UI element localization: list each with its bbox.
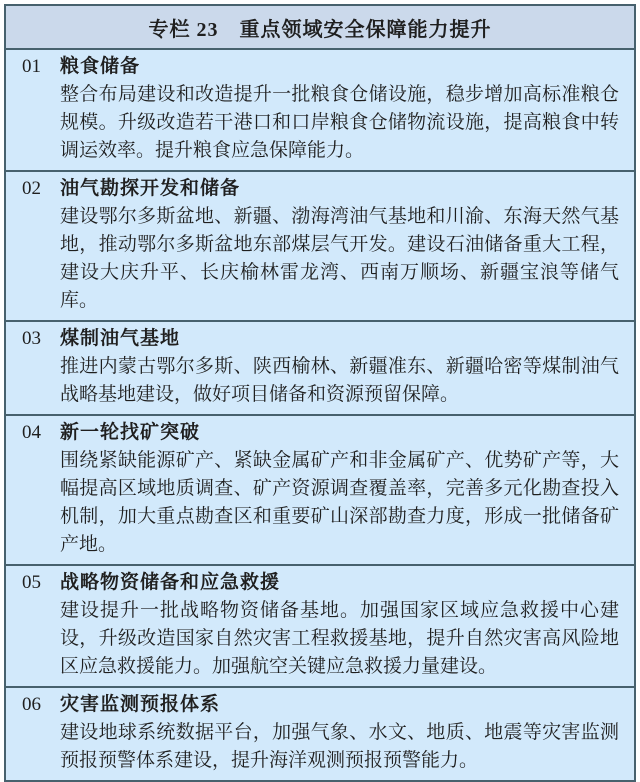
section-heading bbox=[22, 569, 619, 597]
section-body: 围绕紧缺能源矿产、紧缺金属矿产和非金属矿产、优势矿产等，大幅提高区域地质调查、矿产资源调查覆盖率，完善多元化勘查投入机制，加大重点勘查区和重要矿山深部勘查力度，形成一批储备矿产地。 bbox=[60, 450, 619, 555]
section-body: 建设鄂尔多斯盆地、新疆、渤海湾油气基地和川渝、东海天然气基地，推动鄂尔多斯盆地东部煤层气开发。建设石油储备重大工程，建设大庆升平、长庆榆林雷龙湾、西南万顺场、新疆宝浪等储气库。 bbox=[60, 206, 619, 311]
section-number: 03 bbox=[22, 328, 41, 349]
section-02 bbox=[6, 172, 634, 322]
section-heading bbox=[22, 175, 619, 203]
section-title: 煤制油气基地 bbox=[60, 328, 181, 349]
column-box bbox=[4, 4, 636, 782]
section-number: 05 bbox=[22, 572, 41, 593]
section-heading bbox=[22, 691, 619, 719]
section-body: 建设提升一批战略物资储备基地。加强国家区域应急救援中心建设，升级改造国家自然灾害工程救援基地，提升自然灾害高风险地区应急救援能力。加强航空关键应急救援力量建设。 bbox=[60, 600, 619, 677]
section-heading bbox=[22, 53, 619, 81]
section-title: 战略物资储备和应急救援 bbox=[60, 572, 281, 593]
box-title: 专栏 23 重点领域安全保障能力提升 bbox=[6, 6, 634, 50]
section-heading bbox=[22, 419, 619, 447]
section-number: 01 bbox=[22, 56, 41, 77]
section-06 bbox=[6, 688, 634, 780]
section-title: 新一轮找矿突破 bbox=[60, 422, 201, 443]
section-body: 建设地球系统数据平台，加强气象、水文、地质、地震等灾害监测预报预警体系建设，提升海洋观测预报预警能力。 bbox=[60, 722, 619, 771]
section-heading bbox=[22, 325, 619, 353]
section-01 bbox=[6, 50, 634, 172]
section-03 bbox=[6, 322, 634, 416]
section-05 bbox=[6, 566, 634, 688]
section-number: 04 bbox=[22, 422, 41, 443]
section-title: 粮食储备 bbox=[60, 56, 141, 77]
section-title: 灾害监测预报体系 bbox=[60, 694, 221, 715]
section-number: 06 bbox=[22, 694, 41, 715]
section-body: 推进内蒙古鄂尔多斯、陕西榆林、新疆准东、新疆哈密等煤制油气战略基地建设，做好项目储备和资源预留保障。 bbox=[60, 356, 619, 405]
section-number: 02 bbox=[22, 178, 41, 199]
section-body: 整合布局建设和改造提升一批粮食仓储设施，稳步增加高标准粮仓规模。升级改造若干港口和口岸粮食仓储物流设施，提高粮食中转调运效率。提升粮食应急保障能力。 bbox=[60, 84, 619, 161]
section-title: 油气勘探开发和储备 bbox=[60, 178, 241, 199]
section-04 bbox=[6, 416, 634, 566]
